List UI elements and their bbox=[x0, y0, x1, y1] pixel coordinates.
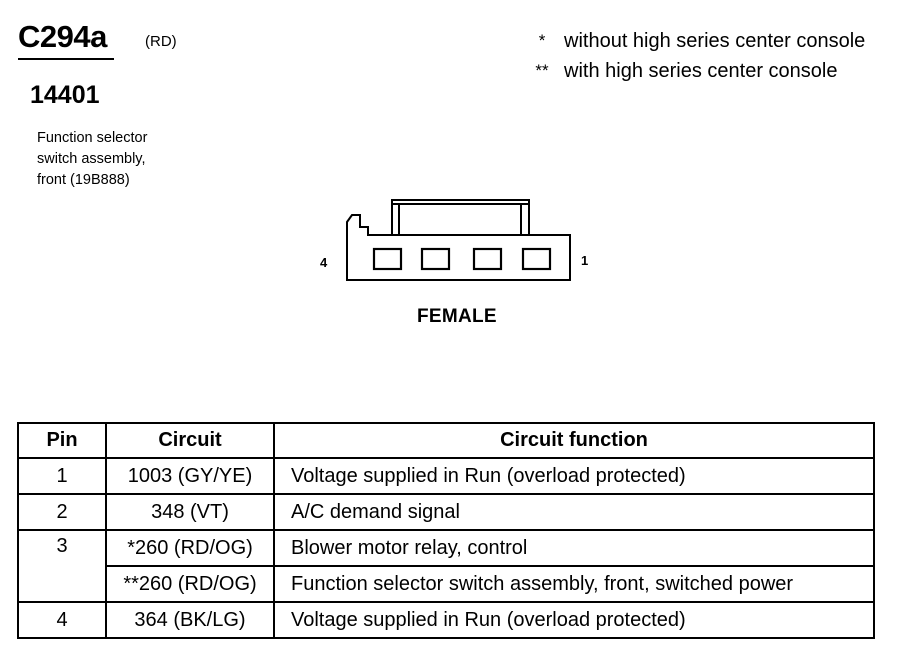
column-header-circuit: Circuit bbox=[106, 423, 274, 458]
table-row bbox=[18, 602, 874, 638]
table-row bbox=[18, 494, 874, 530]
circuit-function-cell: A/C demand signal bbox=[274, 494, 874, 530]
column-header-pin: Pin bbox=[18, 423, 106, 458]
circuit-function-cell: Voltage supplied in Run (overload protected) bbox=[274, 458, 874, 494]
circuit-cell: *260 (RD/OG) bbox=[106, 530, 274, 566]
circuit-cell: 364 (BK/LG) bbox=[106, 602, 274, 638]
pin-cell: 1 bbox=[18, 458, 106, 494]
legend-mark: ** bbox=[535, 61, 549, 80]
pin-cavity-1 bbox=[523, 249, 550, 269]
connector-gender-label: FEMALE bbox=[417, 306, 497, 327]
legend-item bbox=[520, 26, 865, 56]
pin-number-label-right: 1 bbox=[581, 253, 589, 268]
legend-mark: * bbox=[538, 31, 546, 50]
table-header-row bbox=[18, 423, 874, 458]
pin-cavity-2 bbox=[474, 249, 501, 269]
description-line: switch assembly, bbox=[37, 151, 146, 167]
circuit-function-cell: Function selector switch assembly, front, switched power bbox=[274, 566, 874, 602]
pin-number-label-left: 4 bbox=[320, 255, 328, 270]
description-line: Function selector bbox=[37, 130, 148, 146]
connector-latch-housing bbox=[392, 200, 529, 235]
circuit-cell: 348 (VT) bbox=[106, 494, 274, 530]
table-row bbox=[18, 530, 874, 566]
pin-cavity-3 bbox=[422, 249, 449, 269]
legend-item bbox=[520, 56, 865, 86]
circuit-function-cell: Blower motor relay, control bbox=[274, 530, 874, 566]
circuit-function-cell: Voltage supplied in Run (overload protected) bbox=[274, 602, 874, 638]
connector-id-underline bbox=[18, 58, 114, 60]
connector-color: (RD) bbox=[145, 33, 177, 50]
pin-cell: 4 bbox=[18, 602, 106, 638]
table-row bbox=[18, 566, 874, 602]
legend-text: without high series center console bbox=[564, 30, 866, 52]
circuit-cell: 1003 (GY/YE) bbox=[106, 458, 274, 494]
pin-cavity-4 bbox=[374, 249, 401, 269]
legend-text: with high series center console bbox=[564, 60, 838, 82]
connector-body-outline bbox=[347, 215, 570, 280]
column-header-circuit-function: Circuit function bbox=[274, 423, 874, 458]
circuit-cell: **260 (RD/OG) bbox=[106, 566, 274, 602]
legend bbox=[520, 26, 865, 86]
connector-id: C294a bbox=[18, 19, 107, 54]
table-row bbox=[18, 458, 874, 494]
pin-cell: 3 bbox=[18, 530, 106, 602]
description-line: front (19B888) bbox=[37, 172, 130, 188]
component-description bbox=[37, 128, 237, 191]
pin-cell: 2 bbox=[18, 494, 106, 530]
pin-table bbox=[17, 422, 875, 639]
connector-face-diagram bbox=[300, 180, 590, 290]
part-number: 14401 bbox=[30, 81, 100, 109]
